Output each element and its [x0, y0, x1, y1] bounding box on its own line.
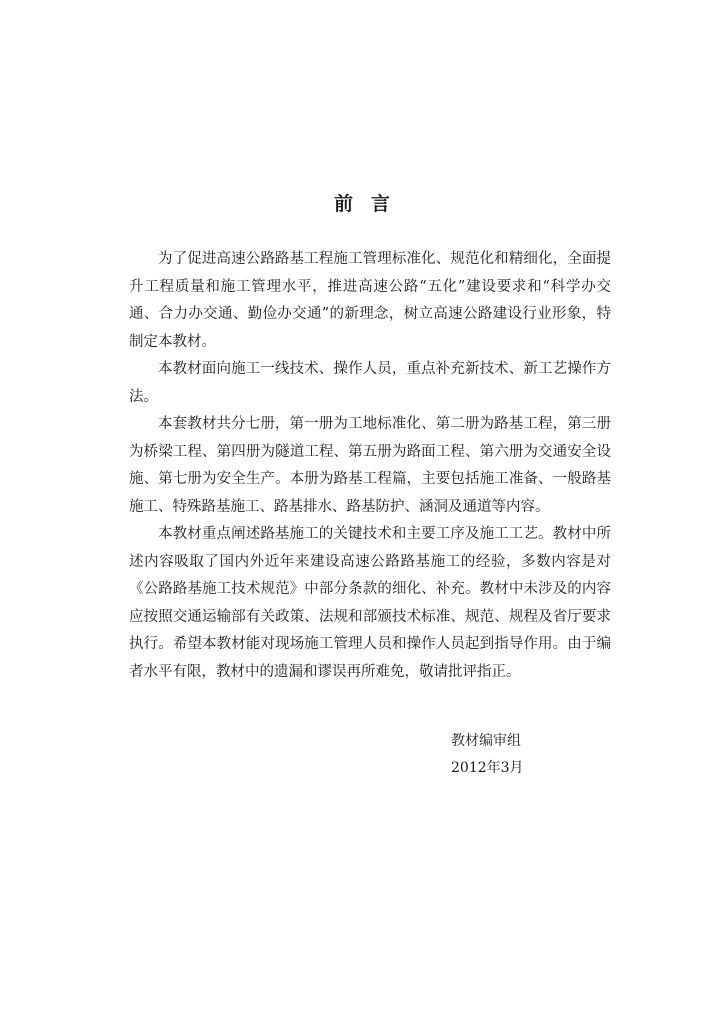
paragraph-1: 为了促进高速公路路基工程施工管理标准化、规范化和精细化，全面提升工程质量和施工管理水平，推进高速公路“五化”建设要求和“科学办交通、合力办交通、勤俭办交通”的新理念，树立高速公路建设行业形象，特制定本教材。 — [129, 251, 611, 350]
preface-body — [129, 246, 611, 686]
signature-author: 教材编审组 — [451, 733, 521, 749]
signature-block — [451, 728, 524, 782]
signature-date: 2012年3月 — [451, 760, 524, 776]
paragraph-2: 本教材面向施工一线技术、操作人员，重点补充新技术、新工艺操作方法。 — [129, 361, 611, 405]
paragraph-4: 本教材重点阐述路基施工的关键技术和主要工序及施工工艺。教材中所述内容吸取了国内外近年来建设高速公路路基施工的经验，多数内容是对《公路路基施工技术规范》中部分条款的细化、补充。教材中未涉及的内容应按照交通运输部有关政策、法规和部颁技术标准、规范、规程及省厅要求执行。希望本教材能对现场施工管理人员和操作人员起到指导作用。由于编者水平有限，教材中的遗漏和谬误再所难免，敬请批评指正。 — [129, 526, 611, 680]
page-title: 前言 — [333, 193, 408, 215]
paragraph-3: 本套教材共分七册，第一册为工地标准化、第二册为路基工程，第三册为桥梁工程、第四册为隧道工程、第五册为路面工程、第六册为交通安全设施、第七册为安全生产。本册为路基工程篇，主要包括施工准备、一般路基施工、特殊路基施工、路基排水、路基防护、涵洞及通道等内容。 — [129, 416, 611, 515]
